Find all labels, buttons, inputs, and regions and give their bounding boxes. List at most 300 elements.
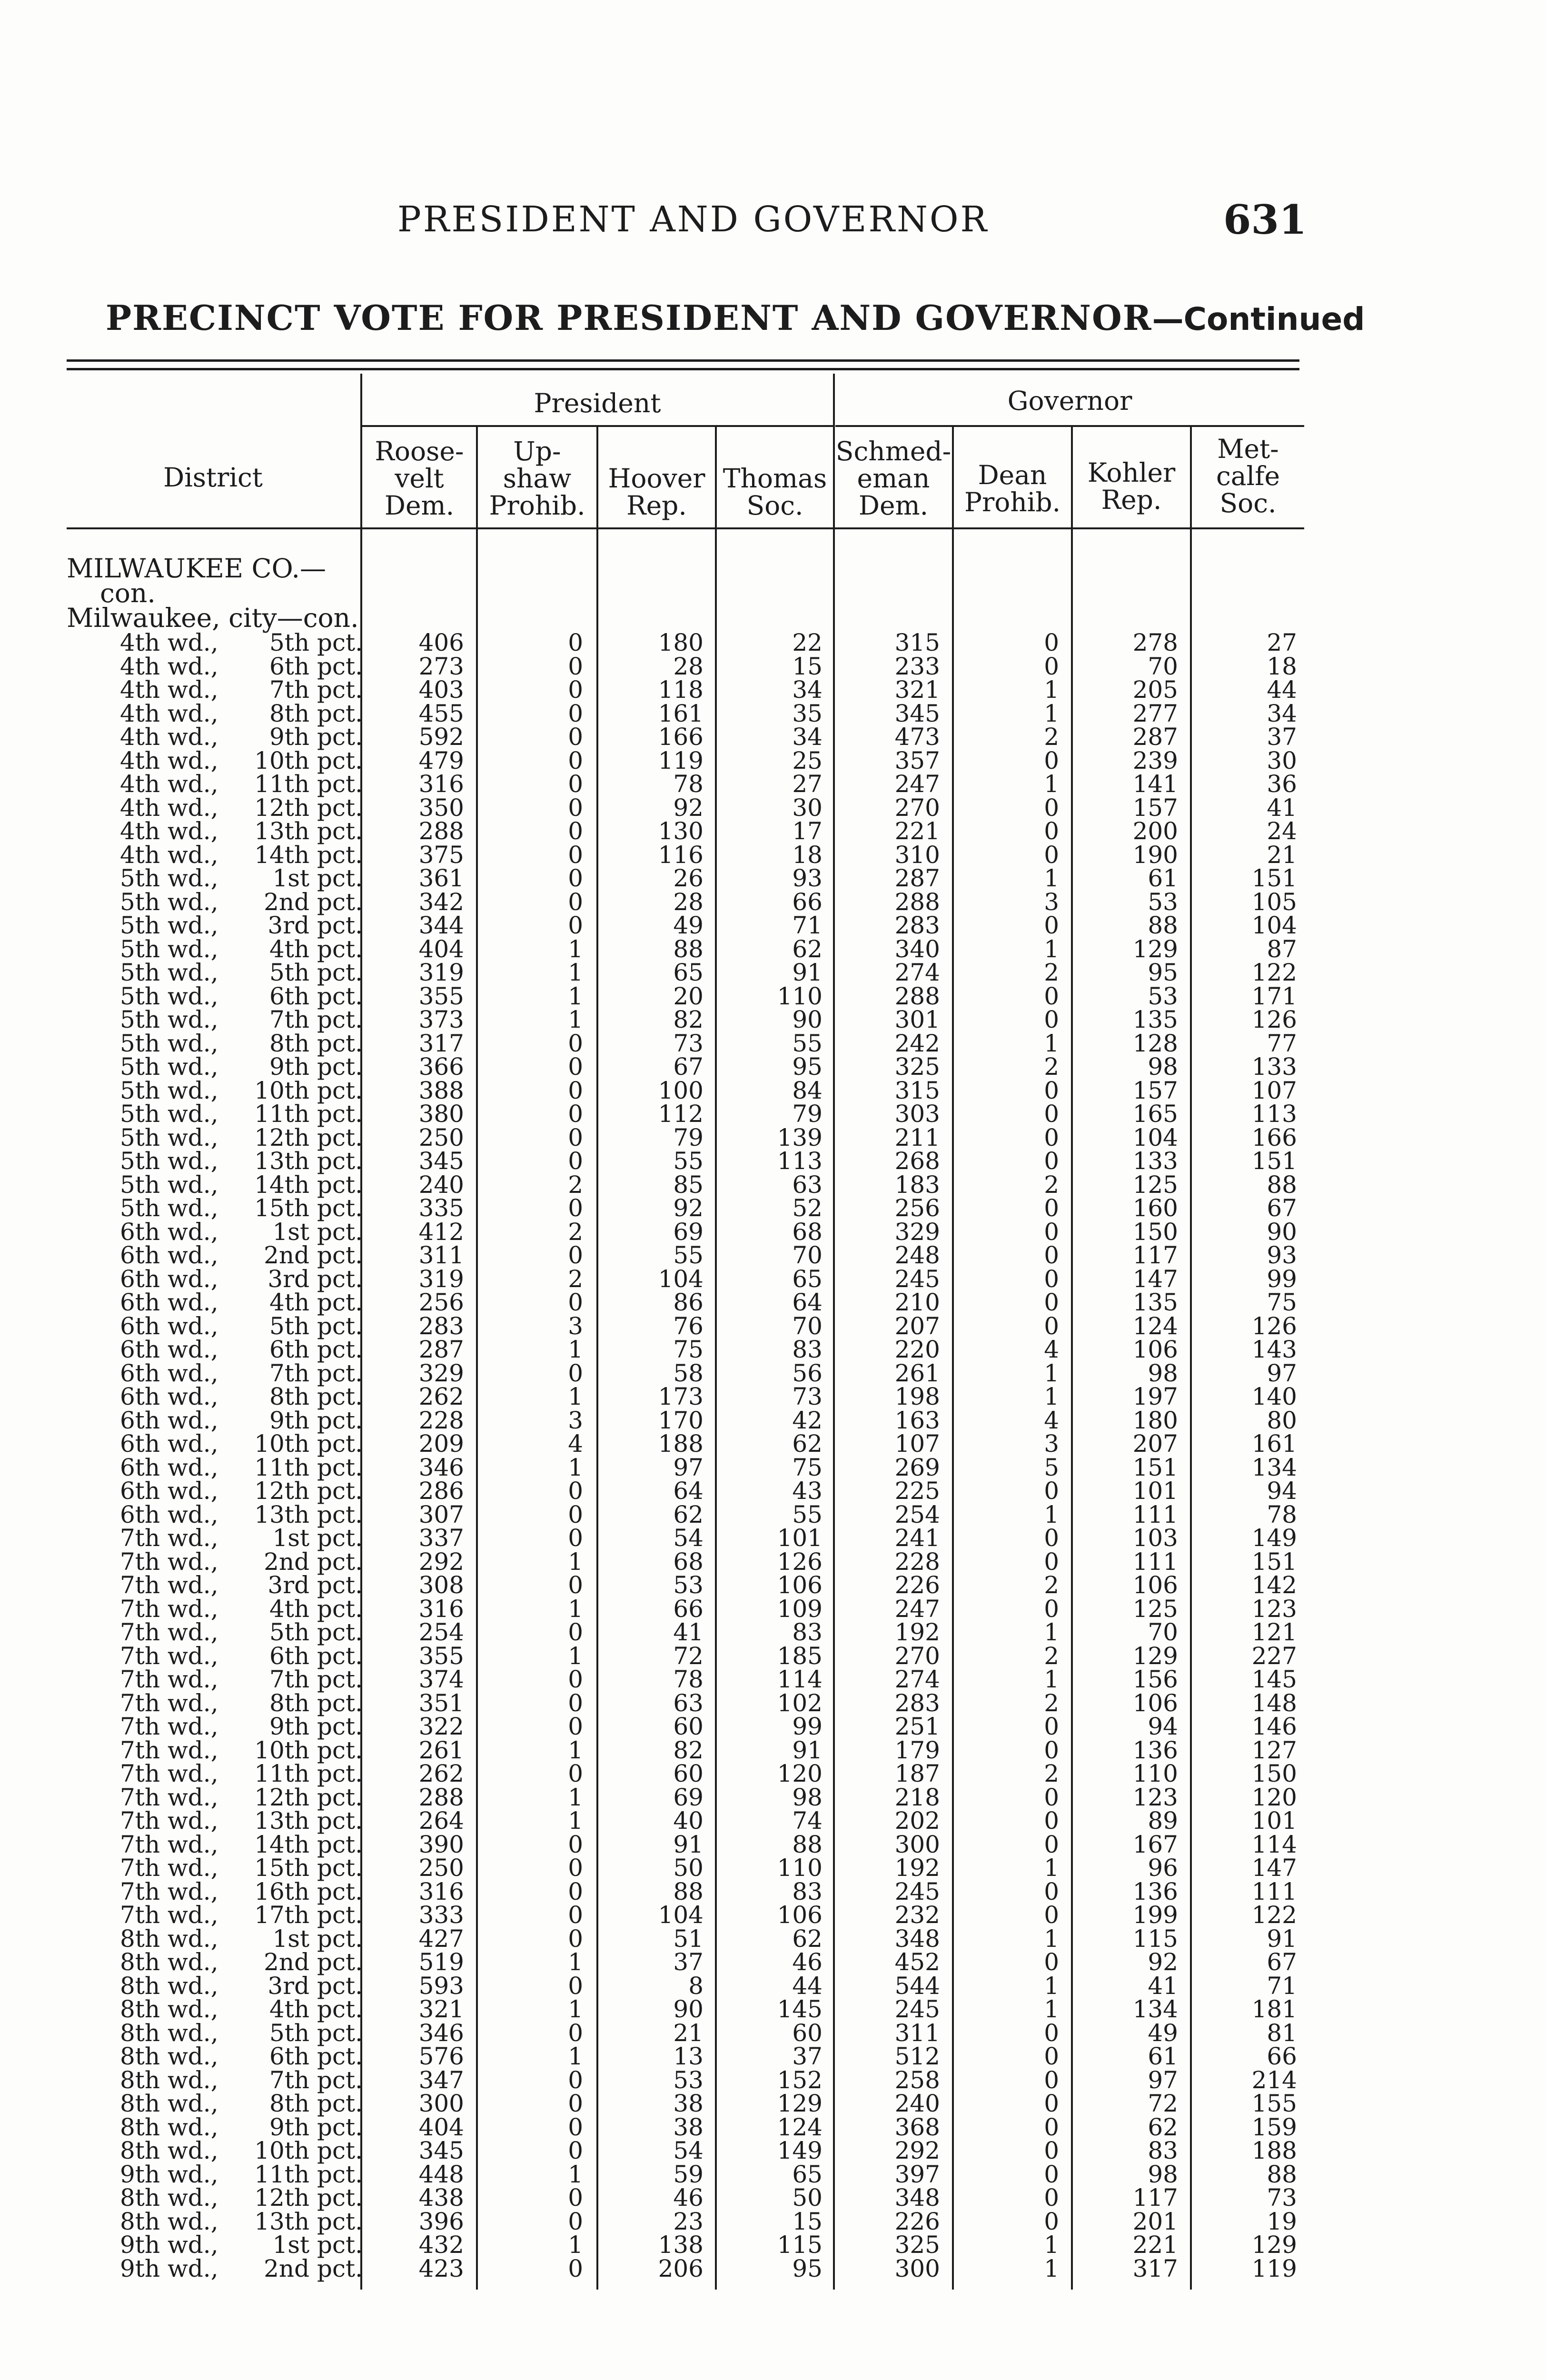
table-row xyxy=(0,631,1546,654)
vote-hoover: 104 xyxy=(658,1901,704,1929)
vote-metcalfe: 66 xyxy=(1267,2043,1297,2070)
table-row xyxy=(0,1547,1546,1576)
table-row xyxy=(0,793,1546,822)
vote-dean: 1 xyxy=(1044,1666,1059,1693)
vote-upshaw: 0 xyxy=(568,629,583,656)
vote-metcalfe: 127 xyxy=(1251,1736,1297,1764)
vote-kohler: 287 xyxy=(1132,723,1178,751)
vote-roosevelt: 404 xyxy=(418,2113,464,2141)
vote-dean: 1 xyxy=(1044,1500,1059,1528)
ward-label: 5th wd., xyxy=(120,1147,218,1175)
ward-label: 7th wd., xyxy=(120,1807,218,1835)
vote-metcalfe: 129 xyxy=(1251,2231,1297,2259)
vote-thomas: 60 xyxy=(792,2019,823,2047)
group-header-president: President xyxy=(534,388,661,418)
vote-thomas: 22 xyxy=(792,629,823,656)
vote-kohler: 277 xyxy=(1132,699,1178,727)
vote-upshaw: 0 xyxy=(568,746,583,774)
precinct-label: 7th pct. xyxy=(269,1006,363,1033)
vote-roosevelt: 448 xyxy=(418,2160,464,2188)
vote-metcalfe: 90 xyxy=(1267,1218,1297,1246)
table-title-main: PRECINCT VOTE FOR PRESIDENT AND GOVERNOR xyxy=(106,298,1152,338)
vote-dean: 0 xyxy=(1044,1100,1059,1128)
vote-upshaw: 1 xyxy=(568,2231,583,2259)
vote-metcalfe: 24 xyxy=(1267,817,1297,845)
vote-schmedeman: 254 xyxy=(894,1500,940,1528)
table-title xyxy=(106,298,1365,338)
vote-schmedeman: 315 xyxy=(894,629,940,656)
vote-roosevelt: 329 xyxy=(418,1359,464,1387)
vote-hoover: 62 xyxy=(673,1500,704,1528)
vote-hoover: 46 xyxy=(673,2184,704,2211)
ward-label: 8th wd., xyxy=(120,2090,218,2117)
vote-thomas: 129 xyxy=(777,2090,823,2117)
precinct-label: 6th pct. xyxy=(269,652,363,680)
ward-label: 4th wd., xyxy=(120,746,218,774)
vote-hoover: 90 xyxy=(673,1995,704,2023)
col-header-dean: Dean Prohib. xyxy=(964,460,1061,517)
table-title-continued: —Continued xyxy=(1152,301,1365,337)
precinct-label: 14th pct. xyxy=(254,841,363,869)
vote-metcalfe: 166 xyxy=(1251,1123,1297,1151)
precinct-label: 12th pct. xyxy=(254,793,363,822)
vote-metcalfe: 19 xyxy=(1267,2207,1297,2235)
ward-label: 7th wd., xyxy=(120,1854,218,1882)
ward-label: 6th wd., xyxy=(120,1430,218,1458)
vote-schmedeman: 274 xyxy=(894,959,940,986)
vote-roosevelt: 355 xyxy=(418,982,464,1010)
vote-roosevelt: 273 xyxy=(418,652,464,680)
precinct-label: 10th pct. xyxy=(254,1430,363,1458)
precinct-label: 2nd pct. xyxy=(264,888,363,916)
vote-hoover: 116 xyxy=(658,841,704,869)
vote-roosevelt: 390 xyxy=(418,1830,464,1858)
vote-dean: 1 xyxy=(1044,1029,1059,1057)
ward-label: 4th wd., xyxy=(120,676,218,704)
vote-upshaw: 0 xyxy=(568,1830,583,1858)
vote-hoover: 54 xyxy=(673,1524,704,1552)
vote-metcalfe: 97 xyxy=(1267,1359,1297,1387)
vote-schmedeman: 192 xyxy=(894,1618,940,1646)
ward-label: 7th wd., xyxy=(120,1642,218,1670)
vote-thomas: 68 xyxy=(792,1218,823,1246)
vote-roosevelt: 342 xyxy=(418,888,464,916)
vote-dean: 0 xyxy=(1044,982,1059,1010)
table-row xyxy=(0,2207,1546,2235)
vote-upshaw: 1 xyxy=(568,1783,583,1811)
vote-schmedeman: 163 xyxy=(894,1406,940,1434)
vote-metcalfe: 133 xyxy=(1251,1053,1297,1081)
vote-hoover: 78 xyxy=(673,770,704,798)
table-row xyxy=(0,1267,1546,1291)
vote-schmedeman: 225 xyxy=(894,1477,940,1505)
vote-schmedeman: 242 xyxy=(894,1029,940,1057)
table-row xyxy=(0,2233,1546,2257)
vote-dean: 2 xyxy=(1044,1053,1059,1081)
vote-thomas: 101 xyxy=(777,1524,823,1552)
vote-kohler: 157 xyxy=(1132,1076,1178,1104)
ward-label: 8th wd., xyxy=(120,1995,218,2023)
vote-upshaw: 0 xyxy=(568,1241,583,1269)
vote-dean: 2 xyxy=(1044,1689,1059,1717)
vote-upshaw: 0 xyxy=(568,888,583,916)
vote-upshaw: 1 xyxy=(568,1336,583,1363)
table-row xyxy=(0,1997,1546,2021)
vote-metcalfe: 122 xyxy=(1251,1901,1297,1929)
vote-upshaw: 0 xyxy=(568,2184,583,2211)
vote-metcalfe: 121 xyxy=(1251,1618,1297,1646)
vote-metcalfe: 146 xyxy=(1251,1713,1297,1740)
ward-label: 4th wd., xyxy=(120,723,218,751)
vote-kohler: 221 xyxy=(1132,2231,1178,2259)
vote-upshaw: 0 xyxy=(568,1571,583,1599)
vote-thomas: 70 xyxy=(792,1312,823,1340)
precinct-label: 3rd pct. xyxy=(268,912,363,939)
table-row xyxy=(0,1170,1546,1199)
vote-hoover: 97 xyxy=(673,1453,704,1481)
vote-hoover: 37 xyxy=(673,1948,704,1976)
vote-upshaw: 0 xyxy=(568,2207,583,2235)
vote-dean: 1 xyxy=(1044,1924,1059,1953)
vote-schmedeman: 310 xyxy=(894,841,940,869)
vote-kohler: 150 xyxy=(1132,1218,1178,1246)
vote-schmedeman: 187 xyxy=(894,1760,940,1787)
vote-metcalfe: 227 xyxy=(1251,1642,1297,1670)
vote-upshaw: 1 xyxy=(568,935,583,963)
vote-schmedeman: 473 xyxy=(894,723,940,751)
table-row xyxy=(0,1738,1546,1762)
top-double-rule-2 xyxy=(67,368,1299,370)
vote-hoover: 65 xyxy=(673,959,704,986)
precinct-label: 3rd pct. xyxy=(268,1571,363,1599)
vote-upshaw: 0 xyxy=(568,1053,583,1081)
vote-upshaw: 0 xyxy=(568,841,583,869)
vote-roosevelt: 373 xyxy=(418,1006,464,1033)
ward-label: 4th wd., xyxy=(120,817,218,845)
vote-hoover: 38 xyxy=(673,2090,704,2117)
vote-upshaw: 4 xyxy=(568,1430,583,1458)
vote-roosevelt: 264 xyxy=(418,1807,464,1835)
table-row xyxy=(0,937,1546,961)
vote-thomas: 62 xyxy=(792,1430,823,1458)
vote-hoover: 23 xyxy=(673,2207,704,2235)
vote-dean: 1 xyxy=(1044,1359,1059,1387)
ward-label: 6th wd., xyxy=(120,1406,218,1434)
vote-upshaw: 0 xyxy=(568,1100,583,1128)
vote-upshaw: 1 xyxy=(568,1807,583,1835)
ward-label: 7th wd., xyxy=(120,1783,218,1811)
vote-upshaw: 0 xyxy=(568,2066,583,2094)
table-row xyxy=(0,1220,1546,1244)
vote-dean: 0 xyxy=(1044,1006,1059,1033)
vote-kohler: 135 xyxy=(1132,1289,1178,1316)
vote-roosevelt: 307 xyxy=(418,1500,464,1528)
vote-metcalfe: 75 xyxy=(1267,1289,1297,1316)
ward-label: 6th wd., xyxy=(120,1336,218,1363)
vote-dean: 0 xyxy=(1044,1595,1059,1623)
ward-label: 7th wd., xyxy=(120,1877,218,1905)
vote-dean: 0 xyxy=(1044,912,1059,939)
vote-metcalfe: 80 xyxy=(1267,1406,1297,1434)
vote-hoover: 66 xyxy=(673,1595,704,1623)
vote-metcalfe: 73 xyxy=(1267,2184,1297,2211)
precinct-label: 1st pct. xyxy=(272,1524,363,1552)
vote-schmedeman: 288 xyxy=(894,982,940,1010)
table-row xyxy=(0,2021,1546,2045)
vote-dean: 2 xyxy=(1044,1642,1059,1670)
vote-thomas: 88 xyxy=(792,1830,823,1858)
vote-upshaw: 2 xyxy=(568,1170,583,1199)
ward-label: 6th wd., xyxy=(120,1312,218,1340)
vote-upshaw: 2 xyxy=(568,1265,583,1293)
vote-thomas: 91 xyxy=(792,959,823,986)
vote-schmedeman: 329 xyxy=(894,1218,940,1246)
vote-thomas: 110 xyxy=(777,982,823,1010)
vote-upshaw: 1 xyxy=(568,1948,583,1976)
vote-dean: 0 xyxy=(1044,1289,1059,1316)
vote-thomas: 55 xyxy=(792,1500,823,1528)
vote-upshaw: 0 xyxy=(568,1076,583,1104)
vote-hoover: 92 xyxy=(673,793,704,822)
vote-roosevelt: 346 xyxy=(418,2019,464,2047)
vote-dean: 0 xyxy=(1044,1265,1059,1293)
vote-roosevelt: 361 xyxy=(418,864,464,892)
vote-metcalfe: 181 xyxy=(1251,1995,1297,2023)
vote-kohler: 157 xyxy=(1132,793,1178,822)
table-row xyxy=(0,1691,1546,1715)
vote-upshaw: 0 xyxy=(568,2019,583,2047)
vote-kohler: 88 xyxy=(1148,912,1178,939)
vote-metcalfe: 41 xyxy=(1267,793,1297,822)
vote-metcalfe: 104 xyxy=(1251,912,1297,939)
table-row xyxy=(0,1008,1546,1031)
vote-hoover: 180 xyxy=(658,629,704,656)
precinct-label: 4th pct. xyxy=(269,1995,363,2023)
ward-label: 5th wd., xyxy=(120,1076,218,1104)
vote-metcalfe: 159 xyxy=(1251,2113,1297,2141)
vote-roosevelt: 347 xyxy=(418,2066,464,2094)
vote-roosevelt: 300 xyxy=(418,2090,464,2117)
vote-upshaw: 0 xyxy=(568,1029,583,1057)
vote-kohler: 106 xyxy=(1132,1571,1178,1599)
vote-roosevelt: 316 xyxy=(418,770,464,798)
vote-roosevelt: 366 xyxy=(418,1053,464,1081)
table-row xyxy=(0,2044,1546,2068)
vote-schmedeman: 315 xyxy=(894,1076,940,1104)
ward-label: 5th wd., xyxy=(120,1100,218,1128)
precinct-label: 8th pct. xyxy=(269,699,363,727)
precinct-label: 17th pct. xyxy=(254,1901,363,1929)
col-header-hoover: Hoover Rep. xyxy=(608,463,705,521)
vote-upshaw: 0 xyxy=(568,1760,583,1787)
vote-thomas: 109 xyxy=(777,1595,823,1623)
table-row xyxy=(0,1031,1546,1055)
vote-metcalfe: 77 xyxy=(1267,1029,1297,1057)
vote-metcalfe: 27 xyxy=(1267,629,1297,656)
table-row xyxy=(0,1974,1546,1998)
vote-roosevelt: 311 xyxy=(418,1241,464,1269)
vote-hoover: 82 xyxy=(673,1006,704,1033)
vote-kohler: 98 xyxy=(1148,1359,1178,1387)
vote-roosevelt: 479 xyxy=(418,746,464,774)
vote-kohler: 207 xyxy=(1132,1430,1178,1458)
vote-hoover: 91 xyxy=(673,1830,704,1858)
vote-thomas: 46 xyxy=(792,1948,823,1976)
table-row xyxy=(0,1314,1546,1338)
vote-hoover: 138 xyxy=(658,2231,704,2259)
vote-hoover: 104 xyxy=(658,1265,704,1293)
precinct-label: 6th pct. xyxy=(269,982,363,1010)
vote-roosevelt: 335 xyxy=(418,1194,464,1222)
precinct-label: 7th pct. xyxy=(269,2066,363,2094)
ward-label: 6th wd., xyxy=(120,1265,218,1293)
vote-roosevelt: 288 xyxy=(418,1783,464,1811)
vote-thomas: 35 xyxy=(792,699,823,727)
vote-upshaw: 0 xyxy=(568,1524,583,1552)
vote-schmedeman: 183 xyxy=(894,1170,940,1199)
vote-thomas: 113 xyxy=(777,1147,823,1175)
vote-kohler: 141 xyxy=(1132,770,1178,798)
precinct-label: 1st pct. xyxy=(272,2231,363,2259)
vote-hoover: 170 xyxy=(658,1406,704,1434)
vote-metcalfe: 151 xyxy=(1251,864,1297,892)
vote-thomas: 99 xyxy=(792,1713,823,1740)
vote-thomas: 152 xyxy=(777,2066,823,2094)
ward-label: 8th wd., xyxy=(120,2019,218,2047)
vote-kohler: 111 xyxy=(1132,1547,1178,1576)
ward-label: 5th wd., xyxy=(120,982,218,1010)
vote-hoover: 54 xyxy=(673,2137,704,2164)
precinct-label: 15th pct. xyxy=(254,1194,363,1222)
vote-roosevelt: 316 xyxy=(418,1877,464,1905)
vote-kohler: 165 xyxy=(1132,1100,1178,1128)
vote-kohler: 117 xyxy=(1132,2184,1178,2211)
vote-kohler: 135 xyxy=(1132,1006,1178,1033)
vote-schmedeman: 241 xyxy=(894,1524,940,1552)
vote-schmedeman: 397 xyxy=(894,2160,940,2188)
ward-label: 8th wd., xyxy=(120,2043,218,2070)
vote-upshaw: 0 xyxy=(568,1972,583,2000)
table-row xyxy=(0,866,1546,890)
vote-thomas: 149 xyxy=(777,2137,823,2164)
vote-hoover: 55 xyxy=(673,1147,704,1175)
vote-schmedeman: 245 xyxy=(894,1265,940,1293)
vote-thomas: 34 xyxy=(792,723,823,751)
vote-metcalfe: 93 xyxy=(1267,1241,1297,1269)
vote-metcalfe: 37 xyxy=(1267,723,1297,751)
vote-metcalfe: 155 xyxy=(1251,2090,1297,2117)
ward-label: 7th wd., xyxy=(120,1547,218,1576)
vote-kohler: 278 xyxy=(1132,629,1178,656)
vote-roosevelt: 406 xyxy=(418,629,464,656)
vote-schmedeman: 245 xyxy=(894,1995,940,2023)
precinct-label: 10th pct. xyxy=(254,746,363,774)
precinct-label: 2nd pct. xyxy=(264,1241,363,1269)
group-header-governor: Governor xyxy=(1007,386,1132,416)
vote-schmedeman: 348 xyxy=(894,2184,940,2211)
vote-thomas: 65 xyxy=(792,1265,823,1293)
vote-kohler: 136 xyxy=(1132,1877,1178,1905)
vote-metcalfe: 123 xyxy=(1251,1595,1297,1623)
vote-roosevelt: 321 xyxy=(418,1995,464,2023)
vote-dean: 0 xyxy=(1044,1218,1059,1246)
vote-upshaw: 0 xyxy=(568,1877,583,1905)
vote-upshaw: 0 xyxy=(568,699,583,727)
vote-schmedeman: 258 xyxy=(894,2066,940,2094)
vote-dean: 5 xyxy=(1044,1453,1059,1481)
precinct-label: 2nd pct. xyxy=(264,2254,363,2282)
table-row xyxy=(0,843,1546,867)
vote-roosevelt: 319 xyxy=(418,1265,464,1293)
vote-roosevelt: 345 xyxy=(418,1147,464,1175)
vote-schmedeman: 288 xyxy=(894,888,940,916)
vote-thomas: 56 xyxy=(792,1359,823,1387)
vote-kohler: 72 xyxy=(1148,2090,1178,2117)
vote-metcalfe: 161 xyxy=(1251,1430,1297,1458)
vote-schmedeman: 226 xyxy=(894,1571,940,1599)
table-row xyxy=(0,1479,1546,1503)
vote-thomas: 15 xyxy=(792,2207,823,2235)
table-row xyxy=(0,772,1546,796)
vote-roosevelt: 403 xyxy=(418,676,464,704)
vote-hoover: 60 xyxy=(673,1760,704,1787)
vote-roosevelt: 355 xyxy=(418,1642,464,1670)
ward-label: 7th wd., xyxy=(120,1830,218,1858)
table-row xyxy=(0,2162,1546,2186)
vote-kohler: 41 xyxy=(1148,1972,1178,2000)
vote-hoover: 68 xyxy=(673,1547,704,1576)
ward-label: 8th wd., xyxy=(120,2207,218,2235)
precinct-label: 8th pct. xyxy=(269,1383,363,1410)
vote-roosevelt: 351 xyxy=(418,1689,464,1717)
vote-kohler: 160 xyxy=(1132,1194,1178,1222)
precinct-label: 10th pct. xyxy=(254,2137,363,2164)
ward-label: 6th wd., xyxy=(120,1218,218,1246)
vote-schmedeman: 283 xyxy=(894,1689,940,1717)
precinct-label: 9th pct. xyxy=(269,1053,363,1081)
vote-dean: 2 xyxy=(1044,723,1059,751)
vote-metcalfe: 111 xyxy=(1251,1877,1297,1905)
vote-roosevelt: 250 xyxy=(418,1123,464,1151)
vote-hoover: 28 xyxy=(673,652,704,680)
table-row xyxy=(0,1762,1546,1785)
vote-metcalfe: 30 xyxy=(1267,746,1297,774)
vote-hoover: 69 xyxy=(673,1218,704,1246)
vote-metcalfe: 143 xyxy=(1251,1336,1297,1363)
vote-thomas: 50 xyxy=(792,2184,823,2211)
vote-kohler: 239 xyxy=(1132,746,1178,774)
vote-metcalfe: 78 xyxy=(1267,1500,1297,1528)
precinct-label: 11th pct. xyxy=(254,2160,363,2188)
vote-roosevelt: 380 xyxy=(418,1100,464,1128)
vote-dean: 0 xyxy=(1044,1123,1059,1151)
vote-thomas: 62 xyxy=(792,935,823,963)
vote-kohler: 61 xyxy=(1148,864,1178,892)
vote-kohler: 115 xyxy=(1132,1924,1178,1953)
vote-roosevelt: 333 xyxy=(418,1901,464,1929)
precinct-label: 13th pct. xyxy=(254,1807,363,1835)
vote-thomas: 110 xyxy=(777,1854,823,1882)
col-header-schmedeman: Schmed- eman Dem. xyxy=(835,436,951,521)
ward-label: 6th wd., xyxy=(120,1477,218,1505)
vote-metcalfe: 101 xyxy=(1251,1807,1297,1835)
precinct-label: 9th pct. xyxy=(269,2113,363,2141)
vote-metcalfe: 149 xyxy=(1251,1524,1297,1552)
vote-hoover: 75 xyxy=(673,1336,704,1363)
vote-kohler: 199 xyxy=(1132,1901,1178,1929)
vote-thomas: 17 xyxy=(792,817,823,845)
vote-hoover: 67 xyxy=(673,1053,704,1081)
